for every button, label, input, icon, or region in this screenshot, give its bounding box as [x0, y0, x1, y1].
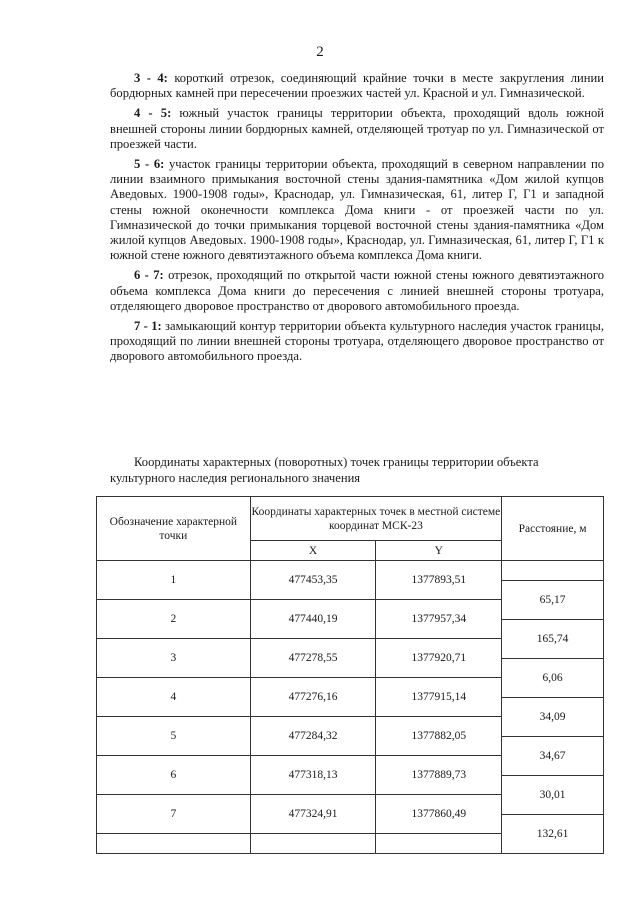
coordinates-table	[96, 496, 604, 854]
segment-label: 6 - 7:	[134, 268, 164, 283]
point-x: 477276,16	[250, 678, 376, 717]
segment-text: южный участок границы территории объекта, проходящий вдоль южной внешней стороны линии бордюрных камней, отделяющей тротуар по ул. Гимназической от проезжей части.	[110, 106, 604, 151]
segment-text: короткий отрезок, соединяющий крайние точки в месте закругления линии бордюрных камней при пересечении проезжих частей ул. Красной и ул. Гимназической.	[110, 71, 604, 101]
segment-distance: 34,67	[502, 736, 604, 775]
page-number: 2	[316, 44, 324, 60]
segment-distance: 65,17	[502, 580, 604, 619]
point-y: 1377915,14	[376, 678, 502, 717]
segment-paragraph	[110, 106, 604, 152]
empty-cell	[250, 834, 376, 854]
distance-spacer	[502, 561, 604, 581]
segment-distance: 30,01	[502, 775, 604, 814]
point-x: 477324,91	[250, 795, 376, 834]
point-name: 2	[97, 600, 251, 639]
segment-paragraph	[110, 268, 604, 314]
table-row	[97, 561, 604, 581]
point-x: 477278,55	[250, 639, 376, 678]
boundary-description	[110, 71, 604, 370]
segment-label: 4 - 5:	[134, 106, 172, 121]
header-x: X	[250, 541, 376, 561]
point-name: 5	[97, 717, 251, 756]
header-coordinates: Координаты характерных точек в местной системе координат МСК-23	[250, 497, 501, 541]
segment-distance: 6,06	[502, 658, 604, 697]
segment-paragraph	[110, 157, 604, 263]
segment-distance: 132,61	[502, 814, 604, 853]
point-y: 1377893,51	[376, 561, 502, 600]
point-name: 7	[97, 795, 251, 834]
point-y: 1377957,34	[376, 600, 502, 639]
point-y: 1377860,49	[376, 795, 502, 834]
empty-cell	[97, 834, 251, 854]
segment-text: замыкающий контур территории объекта культурного наследия участок границы, проходящий по линии внешней стороны тротуара, отделяющего дворовое пространство от дворового автомобильного проезда.	[110, 319, 604, 364]
segment-paragraph	[110, 319, 604, 365]
segment-label: 3 - 4:	[134, 71, 168, 85]
table-caption: Координаты характерных (поворотных) точек границы территории объекта культурного наследия регионального значения	[110, 455, 539, 485]
point-y: 1377920,71	[376, 639, 502, 678]
point-x: 477318,13	[250, 756, 376, 795]
header-distance: Расстояние, м	[502, 497, 604, 561]
point-x: 477440,19	[250, 600, 376, 639]
point-name: 1	[97, 561, 251, 600]
point-x: 477284,32	[250, 717, 376, 756]
segment-text: участок границы территории объекта, проходящий в северном направлении по линии взаимного примыкания восточной стены здания-памятника «Дом жилой купцов Аведовых. 1900-1908 годы», Краснодар, ул. Гимназическая, 61, литер Г, Г1 и западной стены южной оконечности комплекса Дома книги - от проезжей части по ул. Гимназической до точки примыкания торцевой восточной стены здания-памятника «Дом жилой купцов Аведовых. 1900-1908 годы», Краснодар, ул. Гимназическая, 61, литер Г, Г1 к южной стене южного девятиэтажного объема комплекса Дома книги.	[110, 157, 604, 263]
segment-distance: 34,09	[502, 697, 604, 736]
point-name: 4	[97, 678, 251, 717]
point-name: 3	[97, 639, 251, 678]
header-point: Обозначение характерной точки	[97, 497, 251, 561]
segment-text: отрезок, проходящий по открытой части южной стены южного девятиэтажного объема комплекса Дома книги до пересечения с линией внешней стороны тротуара, отделяющего дворовое пространство от дворового автомобильного проезда.	[110, 268, 604, 313]
header-y: Y	[376, 541, 502, 561]
table-header-row	[97, 497, 604, 541]
segment-label: 7 - 1:	[134, 319, 162, 334]
point-name: 6	[97, 756, 251, 795]
point-x: 477453,35	[250, 561, 376, 600]
empty-cell	[376, 834, 502, 854]
point-y: 1377889,73	[376, 756, 502, 795]
segment-label: 5 - 6:	[134, 157, 165, 172]
segment-distance: 165,74	[502, 619, 604, 658]
segment-paragraph	[110, 71, 604, 101]
point-y: 1377882,05	[376, 717, 502, 756]
